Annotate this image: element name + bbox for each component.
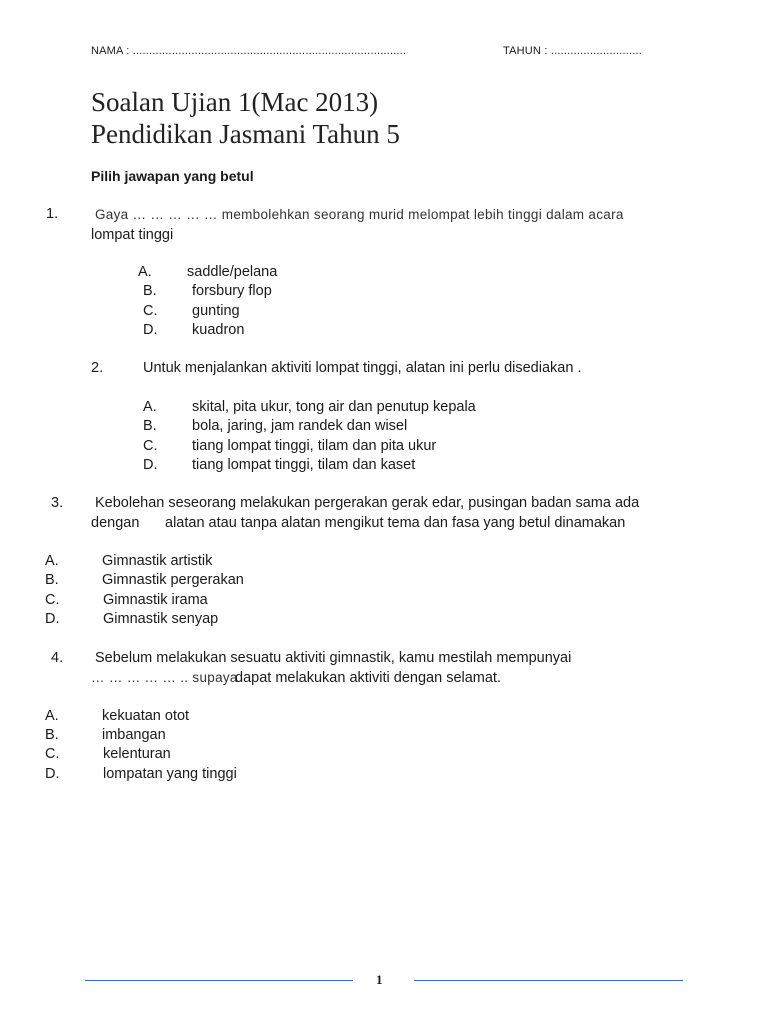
option-text: kuadron [192,322,245,338]
option-letter: D. [143,457,158,473]
option-letter: D. [143,322,158,338]
question-number: 1. [46,206,59,222]
question-text: Sebelum melakukan sesuatu aktiviti gimnastik, kamu mestilah mempunyai [95,650,572,666]
option-letter: B. [45,572,59,588]
option-text: kekuatan otot [102,708,190,724]
option-text: lompatan yang tinggi [103,766,237,782]
option-text: tiang lompat tinggi, tilam dan kaset [192,457,416,473]
year-field: TAHUN : ............................ [503,45,643,57]
question-text: dapat melakukan aktiviti dengan selamat. [235,670,501,686]
option-text: forsbury flop [192,283,272,299]
question-number: 2. [91,360,104,376]
question-text: Untuk menjalankan aktiviti lompat tinggi, alatan ini perlu disediakan . [143,360,582,376]
question-text: lompat tinggi [91,227,174,243]
option-letter: B. [143,418,157,434]
option-letter: D. [45,766,60,782]
option-letter: D. [45,611,60,627]
footer-rule-left [85,980,353,981]
option-letter: C. [45,746,60,762]
question-text: alatan atau tanpa alatan mengikut tema dan fasa yang betul dinamakan [165,515,626,531]
option-letter: B. [143,283,157,299]
option-text: kelenturan [103,746,171,762]
option-text: imbangan [102,727,166,743]
option-text: Gimnastik irama [103,592,208,608]
option-letter: A. [45,708,59,724]
name-field: NAMA : .................................................................................... [91,45,407,57]
option-letter: C. [45,592,60,608]
question-number: 4. [51,650,64,666]
option-text: Gimnastik senyap [103,611,219,627]
option-text: gunting [192,303,240,319]
option-letter: C. [143,438,158,454]
instruction: Pilih jawapan yang betul [91,168,254,184]
page-number: 1 [376,972,383,987]
footer-rule-right [414,980,683,981]
option-text: Gimnastik pergerakan [102,572,244,588]
option-letter: B. [45,727,59,743]
option-text: tiang lompat tinggi, tilam dan pita ukur [192,438,437,454]
option-letter: A. [138,264,152,280]
question-number: 3. [51,495,64,511]
title-line-2: Pendidikan Jasmani Tahun 5 [91,119,400,149]
question-text: Kebolehan seseorang melakukan pergerakan gerak edar, pusingan badan sama ada [95,495,640,511]
title-line-1: Soalan Ujian 1(Mac 2013) [91,87,379,117]
option-text: Gimnastik artistik [102,553,213,569]
option-letter: C. [143,303,158,319]
option-letter: A. [143,399,157,415]
question-text: … … … … … .. supaya [91,670,238,685]
question-text: Gaya … … … … … membolehkan seorang murid melompat lebih tinggi dalam acara [95,207,624,222]
option-letter: A. [45,553,59,569]
question-text: dengan [91,515,140,531]
option-text: saddle/pelana [187,264,278,280]
option-text: bola, jaring, jam randek dan wisel [192,418,408,434]
option-text: skital, pita ukur, tong air dan penutup kepala [192,399,476,415]
